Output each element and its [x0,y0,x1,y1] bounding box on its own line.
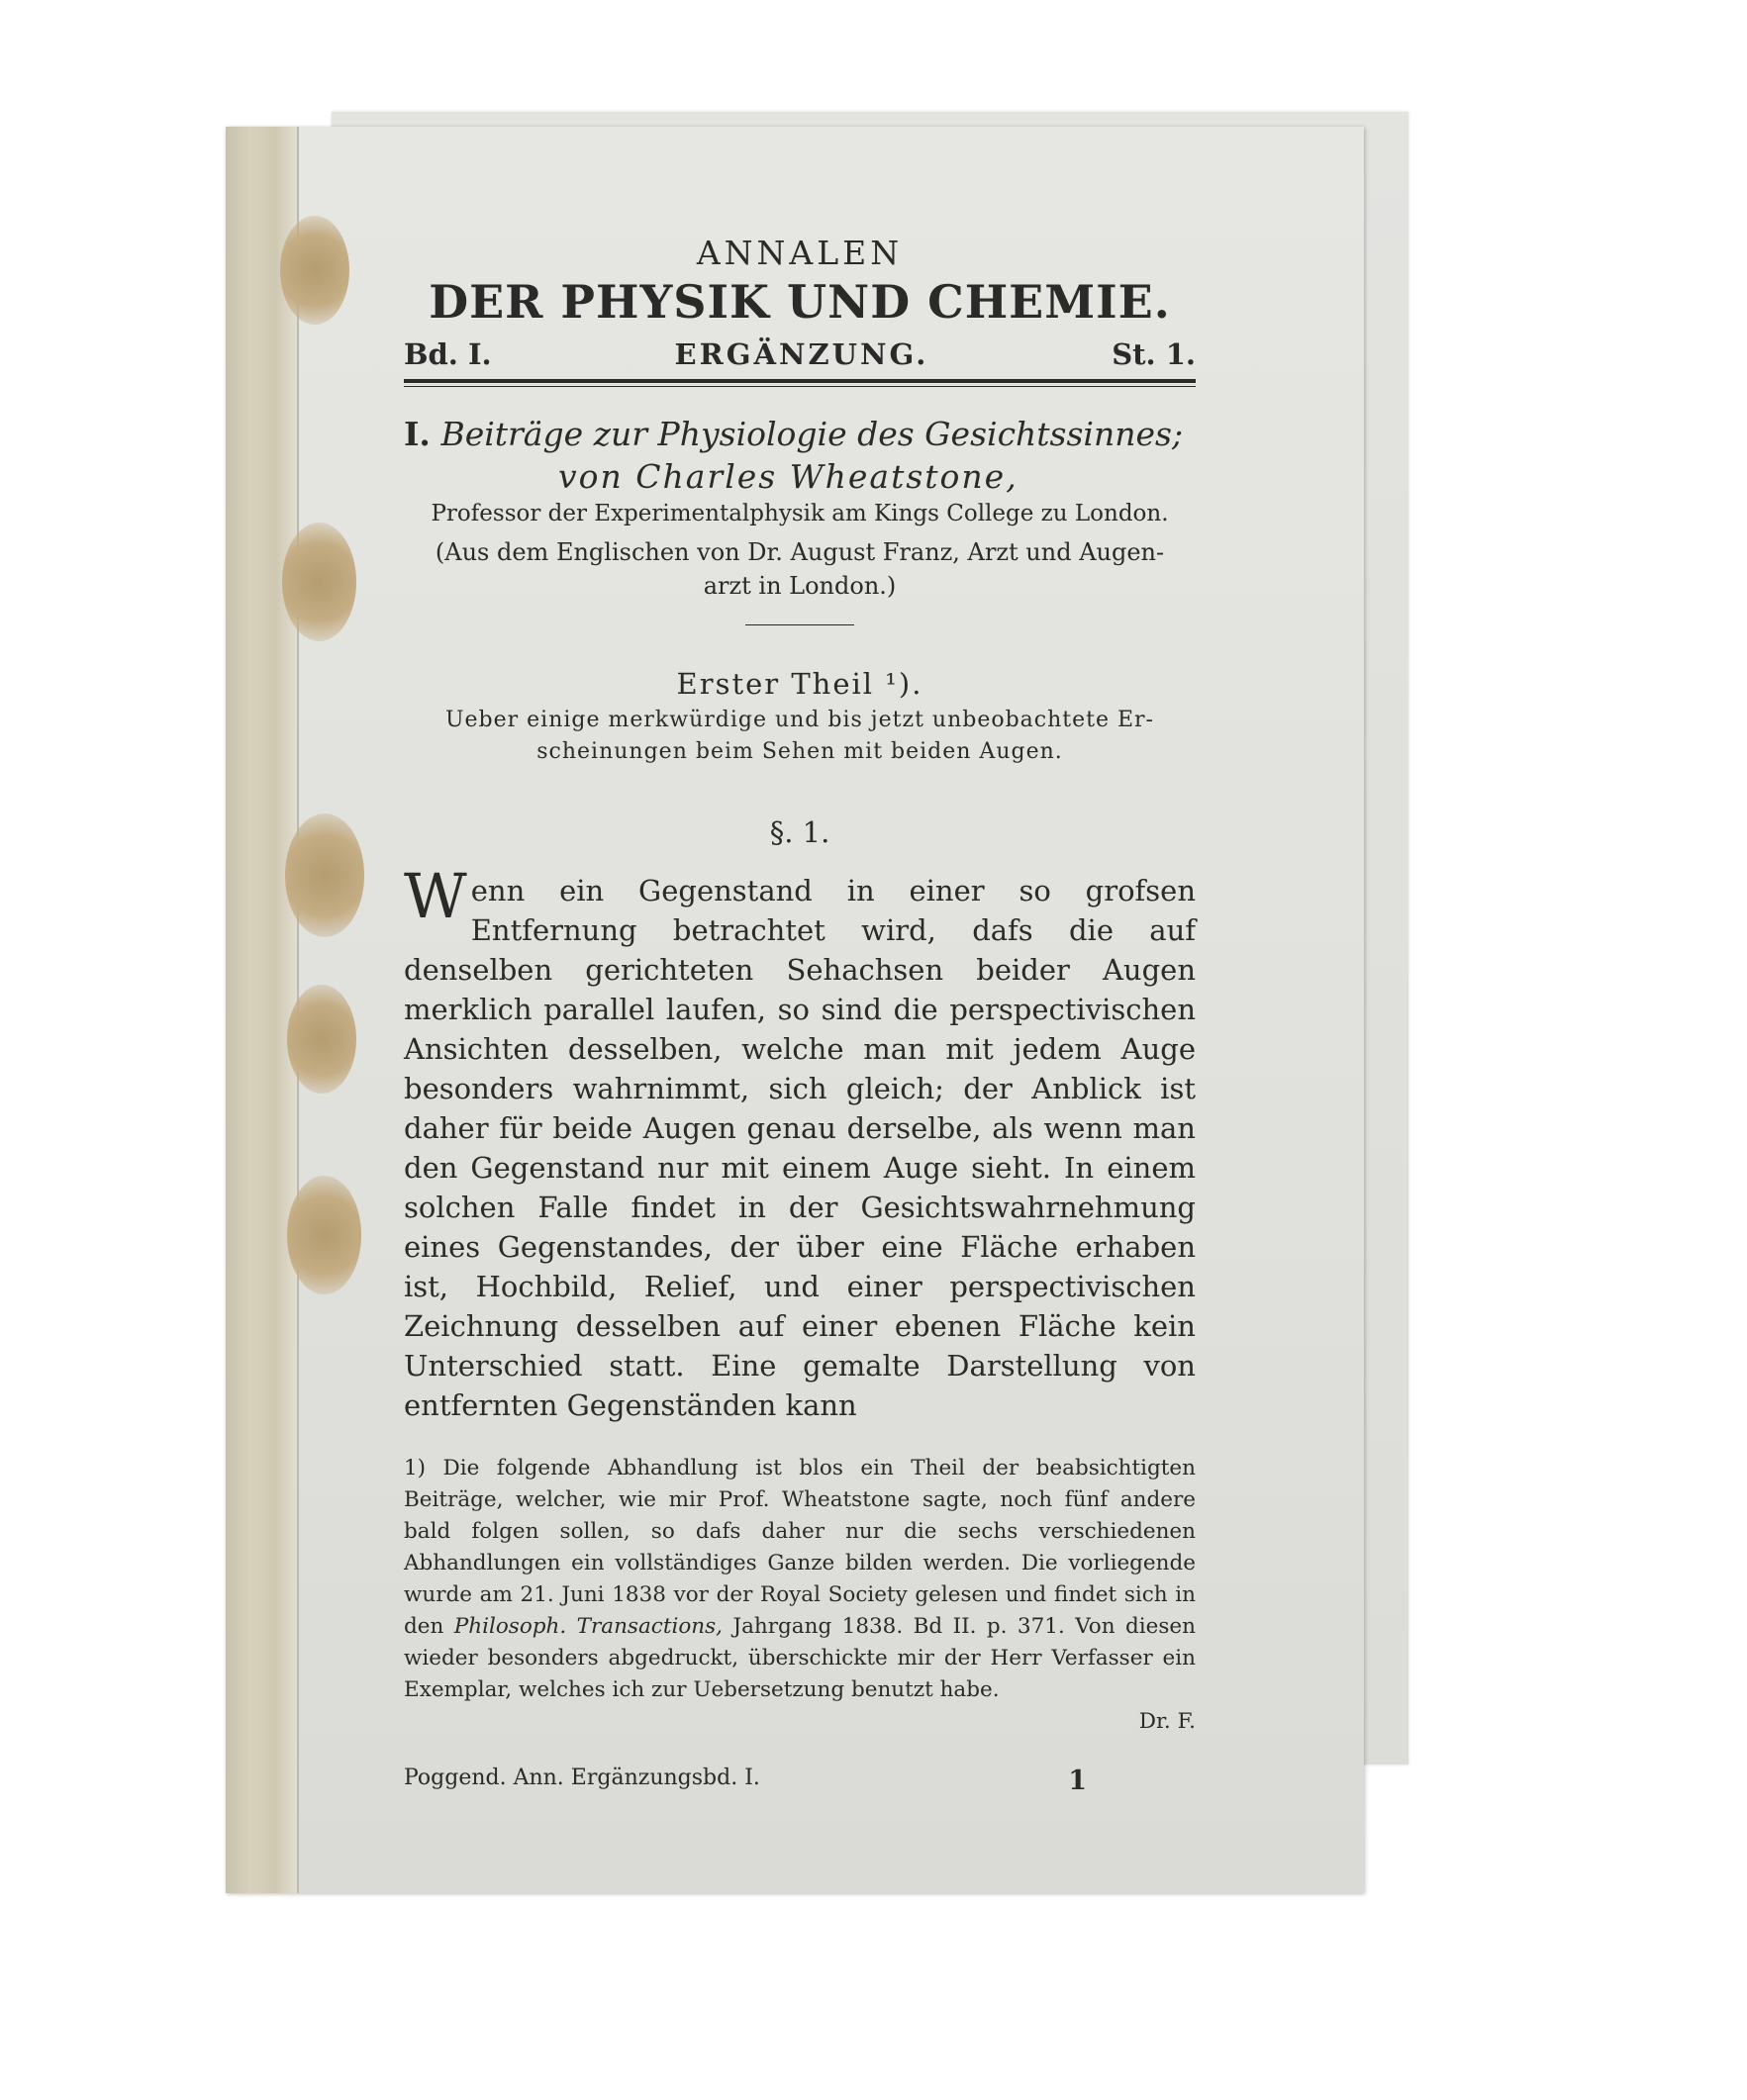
author-info: Professor der Experimentalphysik am Kings College zu London. [431,501,1169,526]
page-footer [404,1766,1196,1796]
footnote-citation: Philosoph. Transactions, [453,1614,724,1639]
page-content [404,233,1196,1796]
article-title [404,413,1196,456]
header-rule [404,379,1196,383]
footnote [404,1453,1196,1738]
part-subtitle-line: scheinungen beim Sehen mit beiden Augen. [536,739,1063,764]
section-heading: §. 1. [769,815,830,849]
supplement-label: ERGÄNZUNG. [674,337,929,371]
article-number: I. [404,415,431,453]
header-rule-thin [404,386,1196,387]
issue-line [404,337,1196,371]
body-text [404,860,1196,1425]
journal-title: DER PHYSIK UND CHEMIE. [429,275,1171,329]
book-spine [226,127,299,1893]
stain [280,216,349,325]
article-author: von Charles Wheatstone, [558,457,1019,496]
stain [282,523,356,641]
part-subtitle [404,705,1196,768]
translator-note [404,535,1196,603]
drop-cap: W [404,860,467,932]
footnote-signature: Dr. F. [1138,1709,1196,1734]
article-title-text: Beiträge zur Physiologie des Gesichtssinnes; [440,415,1184,453]
footnote-text: 1) Die folgende Abhandlung ist blos ein Theil der beabsichtigten Beiträge, welcher, wie mir Prof. Wheatstone sagte, noch fünf andere bald folgen sollen, so dafs daher nur die sechs verschiedenen Abhandlungen ein vollständiges Ganze bilden werden. Die vorliegende wurde am 21. Juni 1838 vor der Royal Society gelesen und findet sich in den [404,1456,1196,1639]
part-subtitle-line: Ueber einige merkwürdige und bis jetzt unbeobachtete Er- [444,708,1154,732]
part-title: Erster Theil ¹). [676,667,923,701]
footnote-text: Jahrgang 1838. Bd II. p. 371. Von diesen wieder besonders abgedruckt, überschickte mir der Herr Verfasser ein Exemplar, welches ich zur Uebersetzung benutzt habe. [404,1614,1196,1702]
separator-rule [745,624,854,625]
stain [287,1176,361,1294]
page-number: 1 [1068,1766,1087,1796]
volume-label: Bd. I. [404,337,492,371]
translator-line: (Aus dem Englischen von Dr. August Franz, Arzt und Augen- [435,538,1165,566]
issue-label: St. 1. [1112,337,1196,371]
journal-name: ANNALEN [696,234,904,272]
translator-line: arzt in London.) [703,572,897,600]
stain [285,813,364,937]
stain [287,985,356,1094]
body-paragraph: enn ein Gegenstand in einer so grofsen Entfernung betrachtet wird, dafs die auf denselben gerichteten Sehachsen beider Augen merklich parallel laufen, so sind die perspectivischen Ansichten desselben, welche man mit jedem Auge besonders wahrnimmt, sich gleich; der Anblick ist daher für beide Augen genau derselbe, als wenn man den Gegenstand nur mit einem Auge sieht. In einem solchen Falle findet in der Gesichtswahrnehmung eines Gegenstandes, der über eine Fläche erhaben ist, Hochbild, Relief, und einer perspectivischen Zeichnung desselben auf einer ebenen Fläche kein Unterschied statt. Eine gemalte Darstellung von entfernten Gegenständen kann [404,874,1196,1422]
footer-signature: Poggend. Ann. Ergänzungsbd. I. [404,1766,760,1790]
